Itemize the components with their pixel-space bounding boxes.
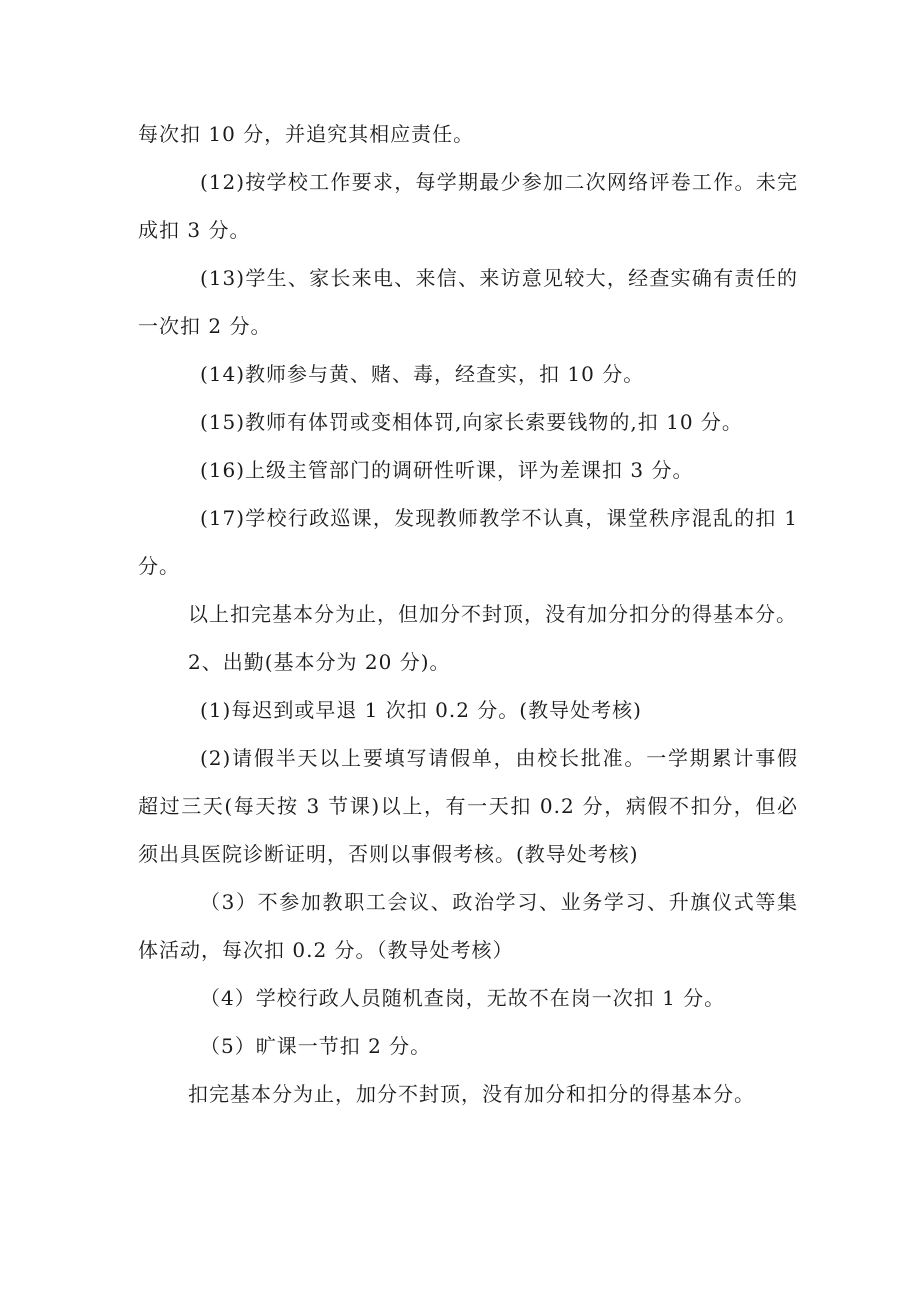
paragraph-summary-1: 以上扣完基本分为止，但加分不封顶，没有加分扣分的得基本分。 bbox=[188, 602, 797, 626]
paragraph-attendance-5: （5）旷课一节扣 2 分。 bbox=[200, 1034, 432, 1058]
paragraph-item-15: (15)教师有体罚或变相体罚,向家长索要钱物的,扣 10 分。 bbox=[200, 410, 743, 434]
paragraph-item-14: (14)教师参与黄、赌、毒，经查实，扣 10 分。 bbox=[200, 362, 645, 386]
paragraph-item-16: (16)上级主管部门的调研性听课，评为差课扣 3 分。 bbox=[200, 458, 694, 482]
paragraph-attendance-1: (1)每迟到或早退 1 次扣 0.2 分。(教导处考核) bbox=[200, 698, 642, 722]
paragraph-item-12: (12)按学校工作要求，每学期最少参加二次网络评卷工作。未完成扣 3 分。 bbox=[138, 170, 798, 242]
paragraph-attendance-3: （3）不参加教职工会议、政治学习、业务学习、升旗仪式等集体活动，每次扣 0.2 分。（教导处考核） bbox=[138, 890, 798, 962]
paragraph-attendance-2: (2)请假半天以上要填写请假单，由校长批准。一学期累计事假超过三天(每天按 3 节课)以上，有一天扣 0.2 分，病假不扣分，但必须出具医院诊断证明，否则以事假考核。(教导处考核) bbox=[138, 746, 798, 866]
paragraph-continuation: 每次扣 10 分，并追究其相应责任。 bbox=[138, 122, 475, 146]
paragraph-item-17: (17)学校行政巡课，发现教师教学不认真，课堂秩序混乱的扣 1 分。 bbox=[138, 506, 798, 578]
paragraph-attendance-4: （4）学校行政人员随机查岗，无故不在岗一次扣 1 分。 bbox=[200, 986, 726, 1010]
document-body bbox=[138, 110, 798, 1118]
paragraph-item-13: (13)学生、家长来电、来信、来访意见较大，经查实确有责任的一次扣 2 分。 bbox=[138, 266, 798, 338]
paragraph-summary-2: 扣完基本分为止，加分不封顶，没有加分和扣分的得基本分。 bbox=[188, 1082, 755, 1106]
section-heading-attendance: 2、出勤(基本分为 20 分)。 bbox=[188, 650, 451, 674]
